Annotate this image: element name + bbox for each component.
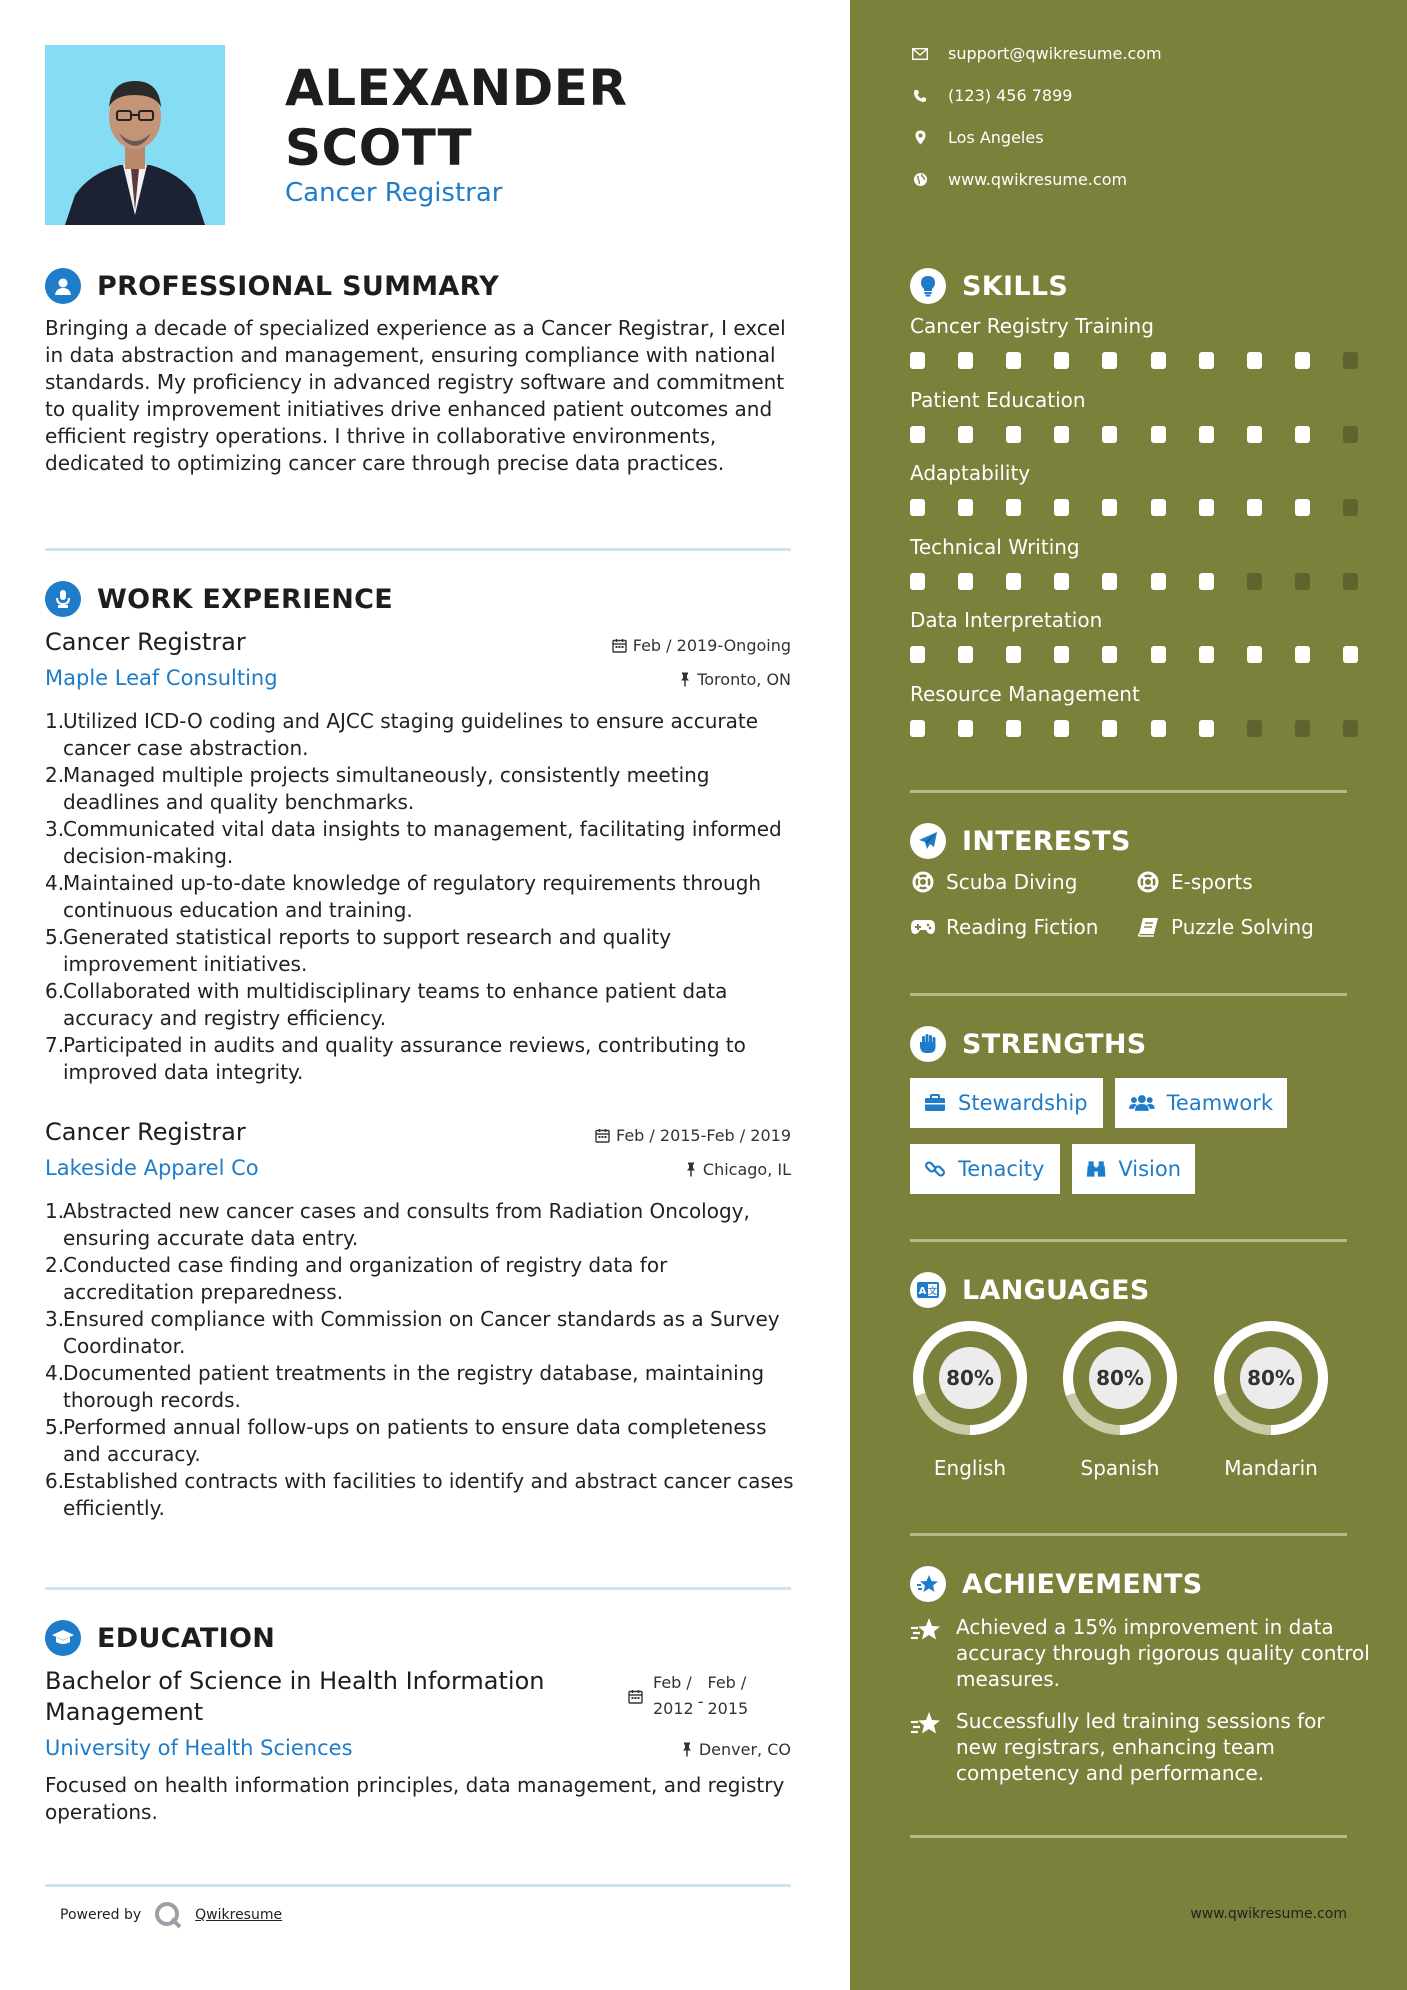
edu-start-year: 2012 (653, 1699, 694, 1718)
rating-dot (1247, 720, 1262, 737)
rating-dot (1006, 573, 1021, 590)
job-1-location-text: Toronto, ON (697, 670, 791, 689)
strength-tag (910, 1144, 1060, 1194)
rating-dot (910, 573, 925, 590)
contact-website (910, 170, 1127, 189)
interest-label: Reading Fiction (946, 915, 1099, 939)
language-percent: 80% (1247, 1366, 1295, 1390)
phone-text: (123) 456 7899 (948, 86, 1073, 105)
job-2-dates (595, 1126, 791, 1145)
job-1-dates (612, 636, 791, 655)
pin-icon (679, 672, 691, 687)
skill-name: Technical Writing (910, 534, 1080, 559)
rating-dot (1247, 426, 1262, 443)
school-name: University of Health Sciences (45, 1736, 353, 1760)
strength-tag (1072, 1144, 1195, 1194)
divider (45, 548, 791, 551)
edu-date-dash: - (697, 1691, 704, 1711)
rating-dot (1199, 352, 1214, 369)
summary-title: PROFESSIONAL SUMMARY (97, 270, 500, 302)
rating-dot (1295, 573, 1310, 590)
job-1-location (679, 670, 791, 689)
education-title: EDUCATION (97, 1622, 276, 1654)
language-percent: 80% (946, 1366, 994, 1390)
achievement-item (910, 1708, 1370, 1786)
skill-rating (910, 646, 1358, 663)
achievements-heading (910, 1566, 1203, 1602)
lifebuoy-icon (1137, 871, 1159, 893)
rating-dot (1054, 499, 1069, 516)
achievement-text: Achieved a 15% improvement in data accuracy through rigorous quality control measures. (956, 1615, 1370, 1691)
skill-name: Data Interpretation (910, 608, 1103, 632)
contact-phone (910, 86, 1072, 105)
location-text: Los Angeles (948, 128, 1044, 147)
language-progress-ring (1060, 1318, 1180, 1438)
job-1-dates-text: Feb / 2019-Ongoing (632, 636, 791, 655)
interest-item (910, 915, 1098, 939)
svg-text:文: 文 (927, 1287, 938, 1297)
calendar-icon (595, 1128, 610, 1143)
education-location (681, 1740, 791, 1759)
star-badge-icon (910, 1566, 946, 1602)
rating-dot (958, 720, 973, 737)
rating-dot (958, 352, 973, 369)
summary-text: Bringing a decade of specialized experience as a Cancer Registrar, I excel in data abstraction and management, ensuring compliance with national standards. My proficiency in advanced registry software and commitment to quality improvement initiatives drive enhanced patient outcomes and efficient registry operations. I thrive in collaborative environments, dedicated to optimizing cancer care through precise data practices. (45, 316, 786, 475)
interest-label: E-sports (1171, 870, 1253, 894)
list-item: 1. Utilized ICD-O coding and AJCC staging guidelines to ensure accurate cancer case abstraction. (45, 709, 759, 760)
interests-title: INTERESTS (962, 825, 1131, 857)
contact-location (910, 128, 1044, 147)
user-icon (45, 268, 81, 304)
edu-end-month: Feb / (707, 1673, 747, 1692)
rating-dot (1102, 646, 1117, 663)
achievement-text: Successfully led training sessions for new registrars, enhancing team competency and performance. (956, 1709, 1325, 1785)
rating-dot (1295, 426, 1310, 443)
profile-photo (45, 45, 225, 225)
rating-dot (1151, 720, 1166, 737)
rating-dot (1102, 426, 1117, 443)
interest-item (1135, 915, 1314, 939)
rating-dot (1006, 646, 1021, 663)
book-icon (1137, 917, 1159, 937)
rating-dot (1199, 720, 1214, 737)
list-item: 5. Performed annual follow-ups on patients to ensure data completeness and accuracy. (45, 1415, 767, 1466)
shooting-star-icon (910, 1616, 942, 1642)
rating-dot (1247, 646, 1262, 663)
job-2-location-text: Chicago, IL (702, 1160, 791, 1179)
website-text[interactable]: www.qwikresume.com (948, 170, 1128, 189)
rating-dot (958, 646, 973, 663)
shooting-star-icon (910, 1710, 942, 1736)
rating-dot (1199, 499, 1214, 516)
candidate-title: Cancer Registrar (285, 178, 503, 208)
edu-start-month: Feb / (653, 1673, 692, 1692)
list-item: 4. Maintained up-to-date knowledge of regulatory requirements through continuous education and training. (45, 871, 762, 922)
list-item: 4. Documented patient treatments in the registry database, maintaining thorough records. (45, 1361, 765, 1412)
language-name: English (933, 1456, 1007, 1480)
divider (910, 790, 1347, 793)
rating-dot (910, 499, 925, 516)
job-2-bullets (45, 1198, 800, 1522)
divider (45, 1884, 791, 1887)
achievement-item (910, 1614, 1370, 1692)
language-name: Spanish (1080, 1456, 1160, 1480)
language-name: Mandarin (1224, 1456, 1318, 1480)
rating-dot (958, 426, 973, 443)
interest-label: Scuba Diving (946, 870, 1078, 894)
calendar-icon (612, 638, 627, 653)
rating-dot (1102, 352, 1117, 369)
users-icon (1129, 1094, 1155, 1112)
education-description: Focused on health information principles, data management, and registry operations. (45, 1773, 785, 1824)
envelope-icon (912, 48, 928, 60)
translate-icon (910, 1272, 946, 1308)
rating-dot (1295, 646, 1310, 663)
list-item: 1. Abstracted new cancer cases and consults from Radiation Oncology, ensuring accurate data entry. (45, 1199, 750, 1250)
list-item: 2. Managed multiple projects simultaneously, consistently meeting deadlines and quality benchmarks. (45, 763, 710, 814)
education-location-text: Denver, CO (698, 1740, 791, 1759)
name-line-1: ALEXANDER (285, 59, 628, 117)
interest-label: Puzzle Solving (1171, 915, 1314, 939)
rating-dot (1151, 352, 1166, 369)
skills-heading (910, 268, 1068, 304)
rating-dot (1199, 573, 1214, 590)
rating-dot (1151, 573, 1166, 590)
rating-dot (1199, 646, 1214, 663)
strength-label: Tenacity (958, 1157, 1045, 1181)
list-item: 5. Generated statistical reports to support research and quality improvement initiatives. (45, 925, 672, 976)
edu-end-year: 2015 (707, 1699, 749, 1718)
briefcase-icon (924, 1094, 946, 1112)
education-heading (45, 1620, 275, 1656)
candidate-name (285, 58, 627, 178)
skill-name: Adaptability (910, 461, 1031, 485)
lightbulb-icon (910, 268, 946, 304)
strength-label: Stewardship (958, 1091, 1088, 1115)
language-item (910, 1318, 1030, 1480)
map-marker-icon (915, 130, 926, 145)
rating-dot (1006, 720, 1021, 737)
rating-dot (1006, 499, 1021, 516)
svg-text:A: A (918, 1286, 927, 1297)
language-percent: 80% (1096, 1366, 1144, 1390)
achievements-title: ACHIEVEMENTS (962, 1568, 1203, 1600)
skill-rating (910, 426, 1358, 443)
rating-dot (1054, 720, 1069, 737)
phone-icon (913, 89, 927, 103)
rating-dot (958, 573, 973, 590)
calendar-icon (628, 1689, 643, 1704)
rating-dot (910, 720, 925, 737)
powered-by-text: Powered by (60, 1907, 142, 1923)
language-progress-ring (1211, 1318, 1331, 1438)
rating-dot (1054, 352, 1069, 369)
pin-icon (681, 1742, 693, 1757)
rating-dot (1343, 352, 1358, 369)
rating-dot (1102, 499, 1117, 516)
skill-rating (910, 499, 1358, 516)
rating-dot (1295, 720, 1310, 737)
strengths-heading (910, 1026, 1147, 1062)
divider (910, 993, 1347, 996)
pin-icon (685, 1162, 697, 1177)
divider (910, 1239, 1347, 1242)
strength-label: Teamwork (1166, 1091, 1273, 1115)
qwikresume-logo-icon (153, 1900, 183, 1930)
email-text[interactable]: support@qwikresume.com (948, 44, 1162, 63)
list-item: 7. Participated in audits and quality assurance reviews, contributing to improved data integrity. (45, 1033, 746, 1084)
job-2-company: Lakeside Apparel Co (45, 1156, 259, 1180)
skill-rating (910, 573, 1358, 590)
rating-dot (1295, 499, 1310, 516)
skills-title: SKILLS (962, 270, 1069, 302)
rating-dot (910, 646, 925, 663)
rating-dot (1343, 426, 1358, 443)
gamepad-icon (910, 919, 936, 935)
rating-dot (1343, 573, 1358, 590)
powered-by (60, 1900, 282, 1930)
fist-icon (910, 1026, 946, 1062)
podium-icon (45, 581, 81, 617)
globe-icon (913, 172, 928, 187)
rating-dot (1151, 499, 1166, 516)
job-2-title: Cancer Registrar (45, 1118, 246, 1146)
interest-item (1135, 870, 1253, 894)
rating-dot (958, 499, 973, 516)
contact-email (910, 44, 1162, 63)
rating-dot (1247, 499, 1262, 516)
job-1-bullets (45, 708, 800, 1086)
rating-dot (1006, 352, 1021, 369)
degree-title: Bachelor of Science in Health Information Management (45, 1667, 545, 1726)
rating-dot (1247, 573, 1262, 590)
interest-item (910, 870, 1077, 894)
name-line-2: SCOTT (285, 119, 473, 177)
job-2-dates-text: Feb / 2015-Feb / 2019 (616, 1126, 791, 1145)
footer-site-link[interactable]: www.qwikresume.com (1190, 1906, 1347, 1922)
lifebuoy-icon (912, 871, 934, 893)
job-2-location (685, 1160, 791, 1179)
experience-heading (45, 581, 393, 617)
languages-heading (910, 1272, 1150, 1308)
job-1-company: Maple Leaf Consulting (45, 666, 278, 690)
paper-plane-icon (910, 823, 946, 859)
rating-dot (1295, 352, 1310, 369)
skill-rating (910, 720, 1358, 737)
strength-tag (1115, 1078, 1287, 1128)
binoculars-icon (1086, 1159, 1106, 1179)
rating-dot (910, 352, 925, 369)
languages-title: LANGUAGES (962, 1274, 1150, 1306)
skill-name: Patient Education (910, 387, 1086, 412)
rating-dot (1151, 426, 1166, 443)
rating-dot (1054, 646, 1069, 663)
list-item: 3. Communicated vital data insights to management, facilitating informed decision-making. (45, 817, 782, 868)
rating-dot (1247, 352, 1262, 369)
sidebar (850, 0, 1407, 1990)
skill-name: Resource Management (910, 681, 1140, 706)
rating-dot (1006, 426, 1021, 443)
link-icon (924, 1158, 946, 1180)
strength-tag (910, 1078, 1103, 1128)
list-item: 3. Ensured compliance with Commission on Cancer standards as a Survey Coordinator. (45, 1307, 780, 1358)
language-item (1211, 1318, 1331, 1480)
divider (45, 1587, 791, 1590)
list-item: 6. Established contracts with facilities to identify and abstract cancer cases efficiently. (45, 1469, 794, 1520)
language-progress-ring (910, 1318, 1030, 1438)
experience-title: WORK EXPERIENCE (97, 583, 393, 615)
rating-dot (1343, 646, 1358, 663)
skill-rating (910, 352, 1358, 369)
rating-dot (1054, 573, 1069, 590)
graduation-cap-icon (45, 1620, 81, 1656)
list-item: 6. Collaborated with multidisciplinary teams to enhance patient data accuracy and registry efficiency. (45, 979, 728, 1030)
list-item: 2. Conducted case finding and organization of registry data for accreditation preparedness. (45, 1253, 668, 1304)
rating-dot (1102, 573, 1117, 590)
divider (910, 1533, 1347, 1536)
rating-dot (910, 426, 925, 443)
rating-dot (1151, 646, 1166, 663)
education-dates (628, 1670, 748, 1722)
rating-dot (1199, 426, 1214, 443)
rating-dot (1343, 499, 1358, 516)
divider (910, 1835, 1347, 1838)
skill-name: Cancer Registry Training (910, 314, 1154, 338)
summary-heading (45, 268, 499, 304)
rating-dot (1343, 720, 1358, 737)
rating-dot (1054, 426, 1069, 443)
rating-dot (1102, 720, 1117, 737)
strengths-title: STRENGTHS (962, 1028, 1147, 1060)
job-1-title: Cancer Registrar (45, 628, 246, 656)
language-item (1060, 1318, 1180, 1480)
interests-heading (910, 823, 1131, 859)
qwikresume-link[interactable]: Qwikresume (195, 1907, 283, 1923)
strength-label: Vision (1118, 1157, 1181, 1181)
